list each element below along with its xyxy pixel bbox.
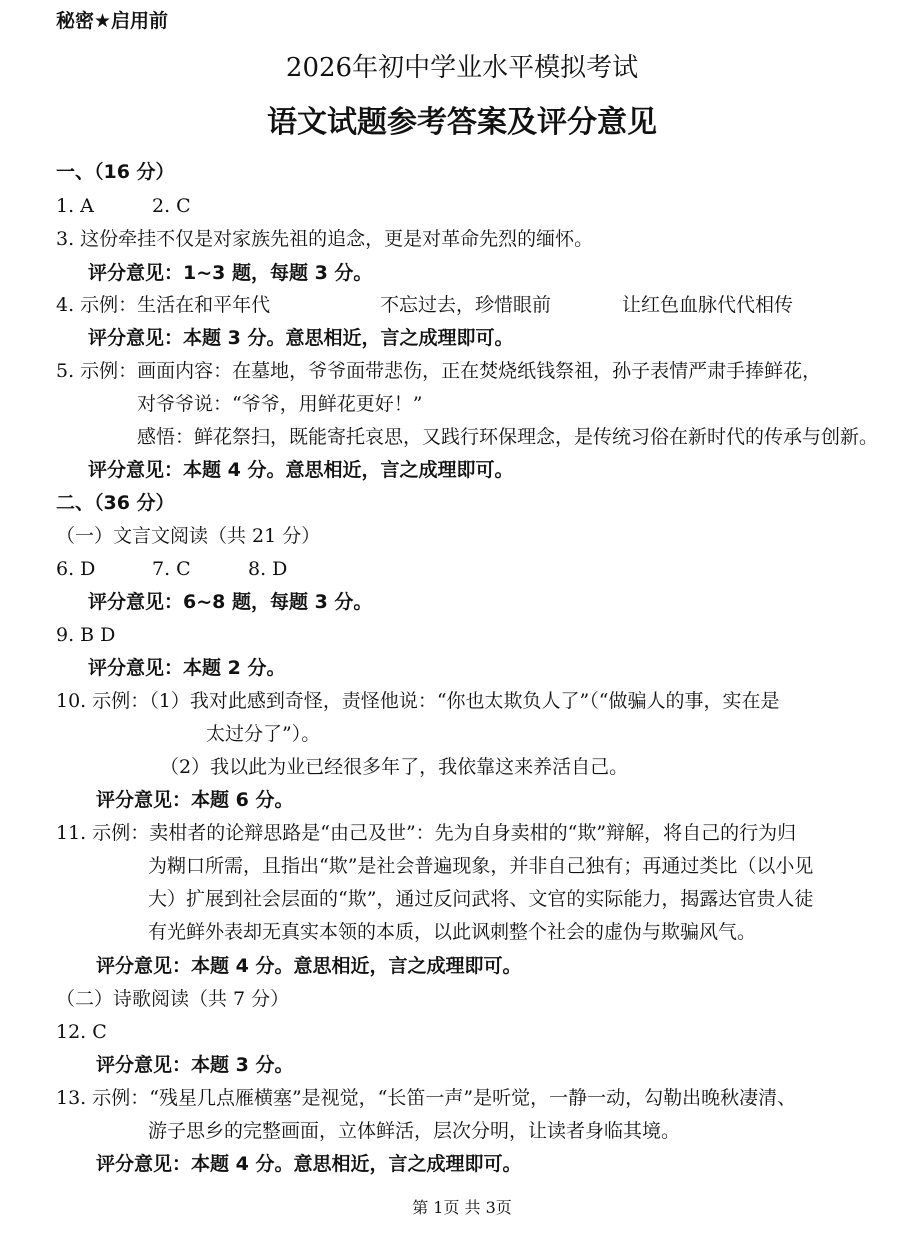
confidential-label: 秘密★启用前 — [56, 10, 169, 32]
answer-q4-part1: 4. 示例：生活在和平年代 — [56, 294, 271, 316]
scoring-note-q12: 评分意见：本题 3 分。 — [96, 1054, 294, 1076]
section-heading-part2: 二、（36 分） — [56, 492, 175, 514]
section-heading-part1: 一、（16 分） — [56, 161, 175, 183]
answer-q5-line3: 感悟：鲜花祭扫，既能寄托哀思，又践行环保理念，是传统习俗在新时代的传承与创新。 — [137, 426, 879, 448]
answer-q11-line3: 大）扩展到社会层面的“欺”，通过反问武将、文官的实际能力，揭露达官贵人徒 — [148, 888, 814, 910]
answer-q3: 3. 这份牵挂不仅是对家族先祖的追念，更是对革命先烈的缅怀。 — [56, 228, 594, 250]
answer-q5-line2: 对爷爷说：“爷爷，用鲜花更好！” — [137, 393, 423, 415]
answer-q10-line1: 10. 示例：（1）我对此感到奇怪，责怪他说：“你也太欺负人了”（“做骗人的事，实在是 — [56, 690, 780, 712]
subsection-poetry: （二）诗歌阅读（共 7 分） — [56, 988, 290, 1010]
answer-q11-line2: 为糊口所需，且指出“欺”是社会普遍现象，并非自己独有；再通过类比（以小见 — [148, 855, 814, 877]
scoring-note-q9: 评分意见：本题 2 分。 — [88, 657, 286, 679]
answer-q10-line3: （2）我以此为业已经很多年了，我依靠这来养活自己。 — [160, 756, 629, 778]
scoring-note-q1-3: 评分意见：1~3 题，每题 3 分。 — [88, 262, 373, 284]
answer-q9: 9. B D — [56, 624, 116, 646]
scoring-note-q11: 评分意见：本题 4 分。意思相近，言之成理即可。 — [96, 955, 522, 977]
answer-q7: 7. C — [152, 558, 191, 580]
answer-q11-line4: 有光鲜外表却无真实本领的本质，以此讽刺整个社会的虚伪与欺骗风气。 — [148, 921, 757, 943]
scoring-note-q4: 评分意见：本题 3 分。意思相近，言之成理即可。 — [88, 327, 514, 349]
answer-q12: 12. C — [56, 1021, 107, 1043]
exam-title: 2026年初中学业水平模拟考试 — [285, 53, 639, 83]
answer-q2: 2. C — [152, 195, 191, 217]
answer-q11-line1: 11. 示例：卖柑者的论辩思路是“由己及世”：先为自身卖柑的“欺”辩解，将自己的行为归 — [56, 822, 797, 844]
answer-q13-line2: 游子思乡的完整画面，立体鲜活，层次分明，让读者身临其境。 — [148, 1120, 681, 1142]
scoring-note-q13: 评分意见：本题 4 分。意思相近，言之成理即可。 — [96, 1153, 522, 1175]
page-number: 第 1页 共 3页 — [412, 1198, 512, 1217]
scoring-note-q6-8: 评分意见：6~8 题，每题 3 分。 — [88, 591, 373, 613]
scoring-note-q10: 评分意见：本题 6 分。 — [96, 789, 294, 811]
answer-q6: 6. D — [56, 558, 96, 580]
answer-q13-line1: 13. 示例：“残星几点雁横塞”是视觉，“长笛一声”是听觉，一静一动，勾勒出晚秋凄清、 — [56, 1087, 797, 1109]
answer-q1: 1. A — [56, 195, 94, 217]
scoring-note-q5: 评分意见：本题 4 分。意思相近，言之成理即可。 — [88, 459, 514, 481]
answer-q5-line1: 5. 示例：画面内容：在墓地，爷爷面带悲伤，正在焚烧纸钱祭祖，孙子表情严肃手捧鲜花， — [56, 360, 822, 382]
answer-q8: 8. D — [248, 558, 288, 580]
document-title: 语文试题参考答案及评分意见 — [267, 105, 657, 140]
answer-q4-part3: 让红色血脉代代相传 — [622, 294, 794, 316]
subsection-classical-chinese: （一）文言文阅读（共 21 分） — [56, 525, 321, 547]
answer-q10-line2: 太过分了”）。 — [206, 723, 321, 745]
answer-q4-part2: 不忘过去，珍惜眼前 — [380, 294, 552, 316]
